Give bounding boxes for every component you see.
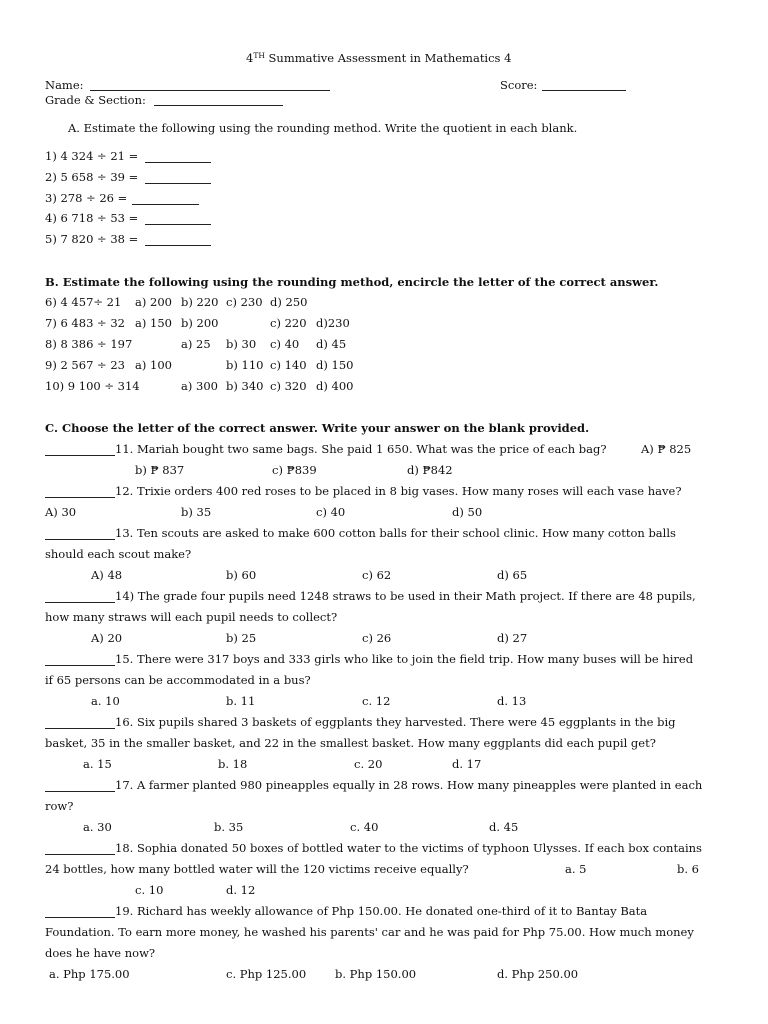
question-19-line2: Foundation. To earn more money, he washed his parents' car and he was paid for Php 75.00. How much money xyxy=(45,925,694,939)
choice-7c[interactable]: c) 220 xyxy=(270,316,307,330)
name-blank[interactable] xyxy=(90,90,330,91)
choice-12a: A) 30 xyxy=(45,505,77,519)
choice-9b[interactable]: b) 110 xyxy=(226,358,264,372)
question-8: 8) 8 386 ÷ 197 xyxy=(45,337,133,351)
question-1: 1) 4 324 ÷ 21 = xyxy=(45,149,139,163)
part-b-instruction: B. Estimate the following using the rounding method, encircle the letter of the correct answer. xyxy=(45,275,659,289)
choice-16b: b. 18 xyxy=(218,757,248,771)
answer-blank-11[interactable] xyxy=(45,455,115,456)
choice-8c[interactable]: c) 40 xyxy=(270,337,300,351)
question-18-line1: 18. Sophia donated 50 boxes of bottled water to the victims of typhoon Ulysses. If each box contains xyxy=(115,841,702,855)
worksheet-title: 4TH Summative Assessment in Mathematics 4 xyxy=(246,51,512,65)
choice-6c[interactable]: c) 230 xyxy=(226,295,263,309)
choice-12c: c) 40 xyxy=(316,505,346,519)
question-11: 11. Mariah bought two same bags. She paid 1 650. What was the price of each bag? xyxy=(115,442,607,456)
question-12: 12. Trixie orders 400 red roses to be placed in 8 big vases. How many roses will each vase have? xyxy=(115,484,682,498)
choice-19a: a. Php 175.00 xyxy=(49,967,130,981)
answer-blank-17[interactable] xyxy=(45,791,115,792)
grade-section-blank[interactable] xyxy=(154,105,283,106)
choice-9a[interactable]: a) 100 xyxy=(135,358,172,372)
choice-6a[interactable]: a) 200 xyxy=(135,295,172,309)
choice-8a[interactable]: a) 25 xyxy=(181,337,211,351)
answer-blank-4[interactable] xyxy=(145,224,211,225)
question-15-line2: if 65 persons can be accommodated in a bus? xyxy=(45,673,311,687)
choice-17d: d. 45 xyxy=(489,820,519,834)
choice-7b[interactable]: b) 200 xyxy=(181,316,219,330)
grade-section-label: Grade & Section: xyxy=(45,93,146,107)
choice-13b: b) 60 xyxy=(226,568,257,582)
question-10: 10) 9 100 ÷ 314 xyxy=(45,379,140,393)
answer-blank-13[interactable] xyxy=(45,539,115,540)
part-a-instruction: A. Estimate the following using the rounding method. Write the quotient in each blank. xyxy=(68,121,578,135)
choice-17a: a. 30 xyxy=(83,820,112,834)
choice-12d: d) 50 xyxy=(452,505,483,519)
answer-blank-16[interactable] xyxy=(45,728,115,729)
choice-9c[interactable]: c) 140 xyxy=(270,358,307,372)
choice-15b: b. 11 xyxy=(226,694,256,708)
question-17-line2: row? xyxy=(45,799,74,813)
question-7: 7) 6 483 ÷ 32 xyxy=(45,316,125,330)
question-14-line2: how many straws will each pupil needs to collect? xyxy=(45,610,338,624)
answer-blank-1[interactable] xyxy=(145,162,211,163)
question-17-line1: 17. A farmer planted 980 pineapples equally in 28 rows. How many pineapples were planted in each xyxy=(115,778,703,792)
choice-13c: c) 62 xyxy=(362,568,392,582)
question-19-line1: 19. Richard has weekly allowance of Php 150.00. He donated one-third of it to Bantay Bata xyxy=(115,904,648,918)
question-14-line1: 14) The grade four pupils need 1248 straws to be used in their Math project. If there are 48 pupils, xyxy=(115,589,696,603)
choice-16c: c. 20 xyxy=(354,757,383,771)
answer-blank-2[interactable] xyxy=(145,183,211,184)
choice-14b: b) 25 xyxy=(226,631,257,645)
question-3: 3) 278 ÷ 26 = xyxy=(45,191,128,205)
choice-19c: c. Php 125.00 xyxy=(226,967,307,981)
question-19-line3: does he have now? xyxy=(45,946,156,960)
question-2: 2) 5 658 ÷ 39 = xyxy=(45,170,139,184)
choice-9d[interactable]: d) 150 xyxy=(316,358,354,372)
choice-13a: A) 48 xyxy=(91,568,123,582)
question-15-line1: 15. There were 317 boys and 333 girls who like to join the field trip. How many buses will be hired xyxy=(115,652,694,666)
choice-16a: a. 15 xyxy=(83,757,112,771)
question-18-line2: 24 bottles, how many bottled water will the 120 victims receive equally? xyxy=(45,862,469,876)
choice-18b: b. 6 xyxy=(677,862,699,876)
name-label: Name: xyxy=(45,78,84,92)
choice-18a: a. 5 xyxy=(565,862,587,876)
choice-6d[interactable]: d) 250 xyxy=(270,295,308,309)
answer-blank-5[interactable] xyxy=(145,245,211,246)
question-13-line2: should each scout make? xyxy=(45,547,192,561)
question-4: 4) 6 718 ÷ 53 = xyxy=(45,211,139,225)
choice-18c: c. 10 xyxy=(135,883,164,897)
score-blank[interactable] xyxy=(542,90,626,91)
choice-10d[interactable]: d) 400 xyxy=(316,379,354,393)
question-13-line1: 13. Ten scouts are asked to make 600 cotton balls for their school clinic. How many cotton balls xyxy=(115,526,676,540)
choice-10c[interactable]: c) 320 xyxy=(270,379,307,393)
choice-14c: c) 26 xyxy=(362,631,392,645)
part-c-instruction: C. Choose the letter of the correct answer. Write your answer on the blank provided. xyxy=(45,421,590,435)
choice-7d[interactable]: d)230 xyxy=(316,316,350,330)
choice-11b: b) ₱ 837 xyxy=(135,463,185,477)
choice-11c: c) ₱839 xyxy=(272,463,317,477)
choice-15d: d. 13 xyxy=(497,694,527,708)
choice-14d: d) 27 xyxy=(497,631,528,645)
answer-blank-12[interactable] xyxy=(45,497,115,498)
choice-19b: b. Php 150.00 xyxy=(335,967,417,981)
choice-8b[interactable]: b) 30 xyxy=(226,337,257,351)
choice-15c: c. 12 xyxy=(362,694,391,708)
choice-14a: A) 20 xyxy=(91,631,123,645)
choice-7a[interactable]: a) 150 xyxy=(135,316,172,330)
choice-13d: d) 65 xyxy=(497,568,528,582)
question-9: 9) 2 567 ÷ 23 xyxy=(45,358,125,372)
answer-blank-19[interactable] xyxy=(45,917,115,918)
choice-15a: a. 10 xyxy=(91,694,120,708)
choice-6b[interactable]: b) 220 xyxy=(181,295,219,309)
answer-blank-3[interactable] xyxy=(132,204,199,205)
question-16-line2: basket, 35 in the smaller basket, and 22 in the smallest basket. How many eggplants did each pupil get? xyxy=(45,736,656,750)
choice-11d: d) ₱842 xyxy=(407,463,453,477)
answer-blank-15[interactable] xyxy=(45,665,115,666)
choice-17c: c. 40 xyxy=(350,820,379,834)
answer-blank-18[interactable] xyxy=(45,854,115,855)
choice-10b[interactable]: b) 340 xyxy=(226,379,264,393)
question-6: 6) 4 457÷ 21 xyxy=(45,295,122,309)
choice-8d[interactable]: d) 45 xyxy=(316,337,347,351)
question-5: 5) 7 820 ÷ 38 = xyxy=(45,232,139,246)
choice-17b: b. 35 xyxy=(214,820,244,834)
answer-blank-14[interactable] xyxy=(45,602,115,603)
question-16-line1: 16. Six pupils shared 3 baskets of eggplants they harvested. There were 45 eggplants in the big xyxy=(115,715,676,729)
choice-11a: A) ₱ 825 xyxy=(641,442,692,456)
choice-12b: b) 35 xyxy=(181,505,212,519)
choice-19d: d. Php 250.00 xyxy=(497,967,579,981)
choice-16d: d. 17 xyxy=(452,757,482,771)
score-label: Score: xyxy=(500,78,538,92)
choice-18d: d. 12 xyxy=(226,883,256,897)
choice-10a[interactable]: a) 300 xyxy=(181,379,218,393)
